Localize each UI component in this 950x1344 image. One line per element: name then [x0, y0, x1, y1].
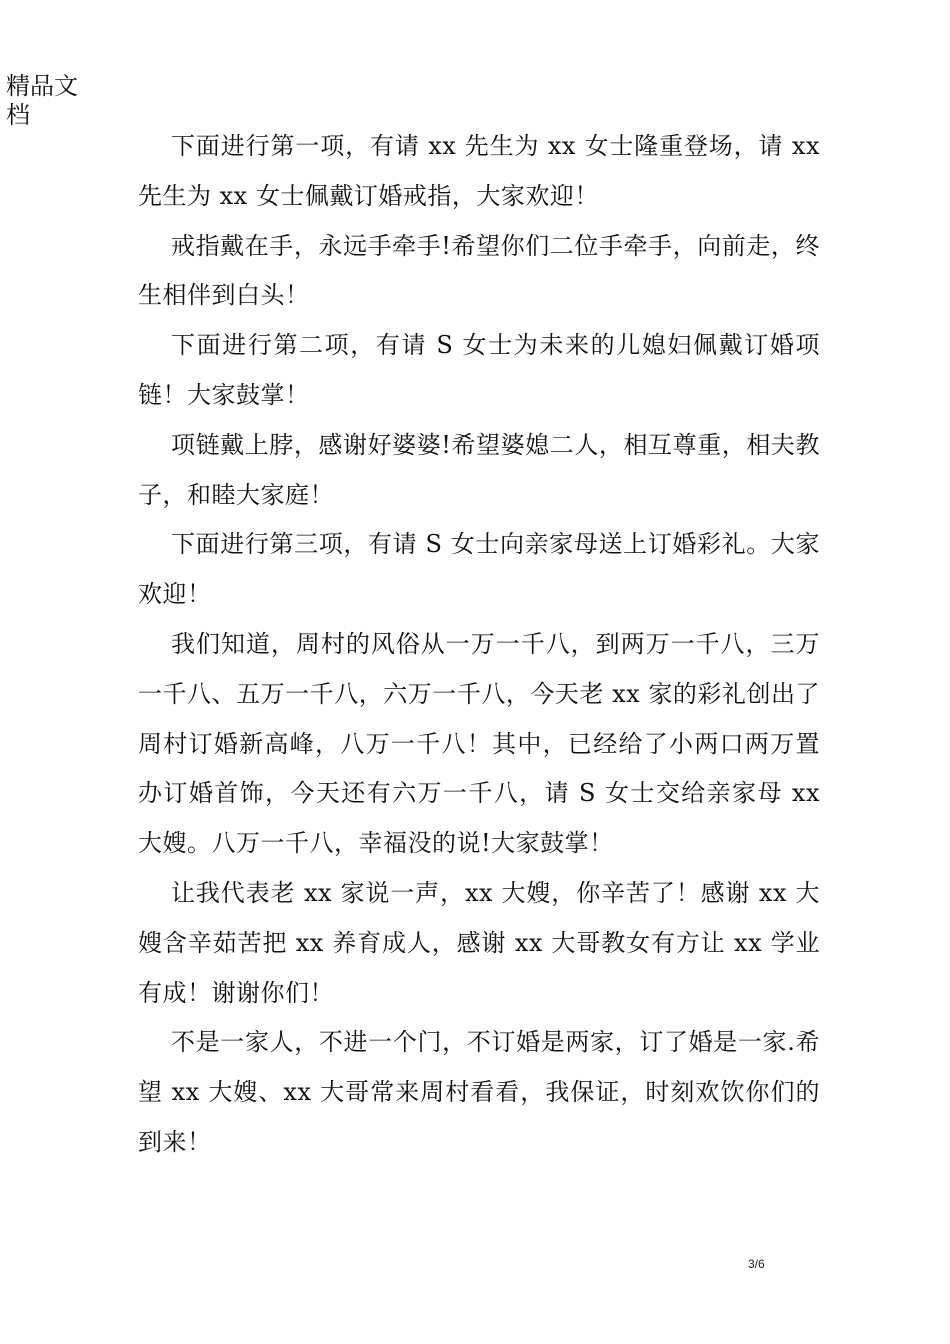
paragraph: 下面进行第三项，有请 S 女士向亲家母送上订婚彩礼。大家欢迎！ — [138, 530, 820, 609]
paragraph: 我们知道，周村的风俗从一万一千八，到两万一千八，三万一千八、五万一千八，六万一千八，今天老 xx 家的彩礼创出了周村订婚新高峰，八万一千八！其中，已经给了小两口两万置办订婚首饰，今天还有六万一千八，请 S 女士交给亲家母 xx 大嫂。八万一千八，幸福没的说!大家鼓掌！ — [138, 629, 820, 858]
document-body — [138, 122, 820, 1168]
paragraph: 让我代表老 xx 家说一声，xx 大嫂，你辛苦了！感谢 xx 大嫂含辛茹苦把 xx 养育成人，感谢 xx 大哥教女有方让 xx 学业有成！谢谢你们！ — [138, 878, 820, 1007]
document-watermark: 精品文档 — [6, 72, 78, 129]
paragraph: 下面进行第二项，有请 S 女士为未来的儿媳妇佩戴订婚项链！大家鼓掌！ — [138, 331, 820, 409]
paragraph: 不是一家人，不进一个门，不订婚是两家，订了婚是一家.希望 xx 大嫂、xx 大哥常来周村看看，我保证，时刻欢饮你们的到来！ — [138, 1028, 820, 1156]
paragraph: 戒指戴在手，永远手牵手!希望你们二位手牵手，向前走，终生相伴到白头！ — [138, 231, 820, 310]
paragraph: 项链戴上脖，感谢好婆婆!希望婆媳二人，相互尊重，相夫教子，和睦大家庭！ — [138, 430, 820, 509]
paragraph: 下面进行第一项，有请 xx 先生为 xx 女士隆重登场，请 xx 先生为 xx 女士佩戴订婚戒指，大家欢迎！ — [138, 132, 820, 210]
page-number: 3/6 — [748, 1257, 765, 1271]
